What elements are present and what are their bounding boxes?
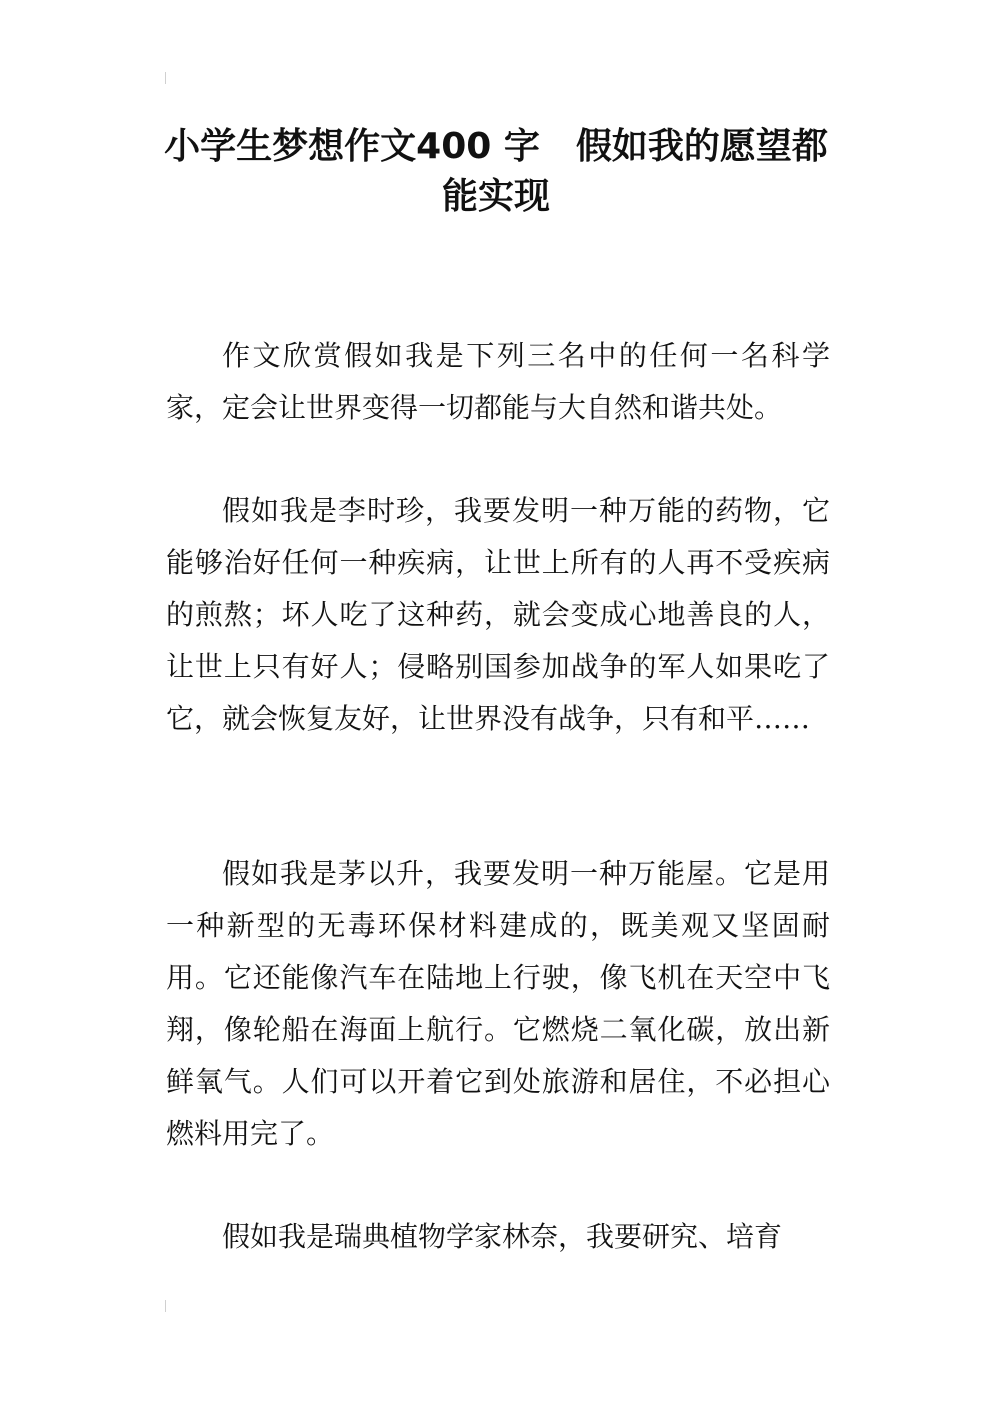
paragraph-3 [166,848,830,1160]
paragraph-text: 作文欣赏假如我是下列三名中的任何一名科学家，定会让世界变得一切都能与大自然和谐共处。 [166,339,830,424]
paragraph-2 [166,485,830,745]
paragraph-text: 假如我是瑞典植物学家林奈，我要研究、培育 [222,1220,783,1253]
page-corner-mark-top [165,72,166,84]
paragraph-1 [166,330,830,434]
paragraph-text: 假如我是李时珍，我要发明一种万能的药物，它能够治好任何一种疾病，让世上所有的人再不受疾病的煎熬；坏人吃了这种药，就会变成心地善良的人，让世上只有好人；侵略别国参加战争的军人如果吃了它，就会恢复友好，让世界没有战争，只有和平…… [166,494,830,735]
page-title: 小学生梦想作文400 字 假如我的愿望都能实现 [164,126,828,217]
paragraph-text: 假如我是茅以升，我要发明一种万能屋。它是用一种新型的无毒环保材料建成的，既美观又坚固耐用。它还能像汽车在陆地上行驶，像飞机在天空中飞翔，像轮船在海面上航行。它燃烧二氧化碳，放出新鲜氧气。人们可以开着它到处旅游和居住，不必担心燃料用完了。 [166,857,830,1150]
paragraph-4 [166,1211,830,1263]
page-corner-mark-bottom [165,1300,166,1312]
